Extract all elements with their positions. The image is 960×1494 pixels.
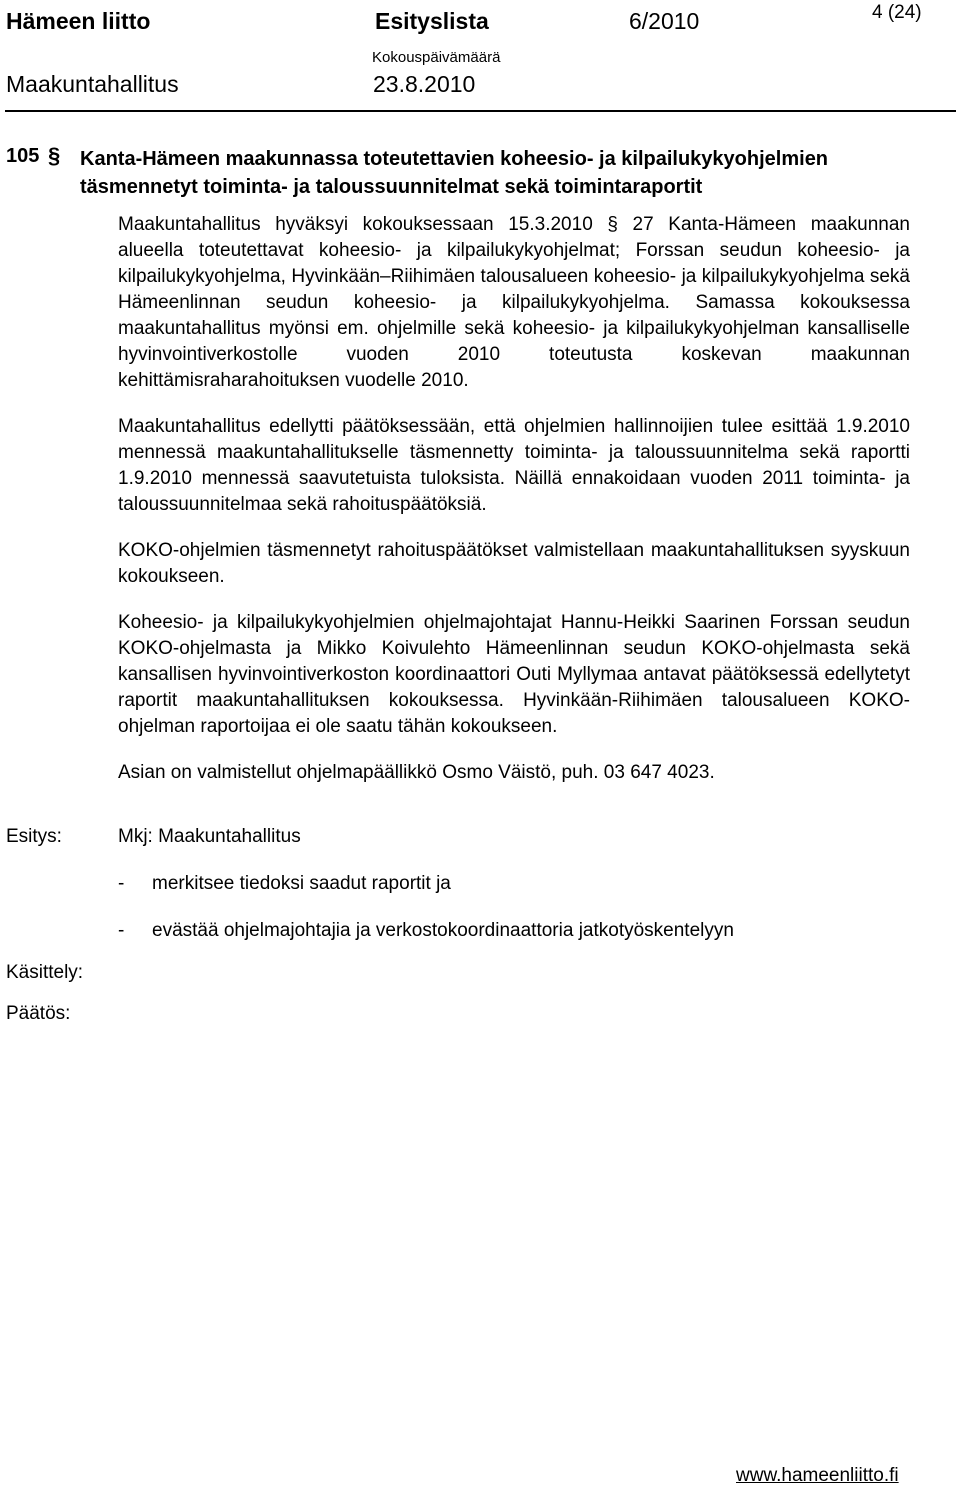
proposal-presenter: Mkj: Maakuntahallitus — [118, 826, 301, 847]
decision-body: Maakuntahallitus — [6, 71, 179, 97]
section-symbol: § — [48, 143, 61, 168]
paragraph-preparer: Asian on valmistellut ohjelmapäällikkö Osmo Väistö, puh. 03 647 4023. — [118, 762, 715, 783]
organization-name: Hämeen liitto — [6, 8, 151, 34]
paragraph-requirement: Maakuntahallitus edellytti päätöksessään, että ohjelmien hallinnoijien tulee esittää 1.9.2010 mennessä maakuntahallitukselle täsmennetty toiminta- ja taloussuunnitelma sekä raportti 1.9.2010 mennessä saavutetuista tuloksista. Näillä ennakoidaan vuoden 2011 toiminta- ja taloussuunnitelmaa sekä rahoituspäätöksiä. — [118, 416, 910, 515]
header-divider — [5, 110, 956, 112]
section-number: 105 — [6, 145, 40, 167]
meeting-date: 23.8.2010 — [373, 71, 476, 97]
page-number: 4 (24) — [872, 2, 922, 23]
paragraph-reporters: Koheesio- ja kilpailukykyohjelmien ohjelmajohtajat Hannu-Heikki Saarinen Forssan seudun KOKO-ohjelmasta ja Mikko Koivulehto Hämeenlinnan seudun KOKO-ohjelmasta sekä kansallisen hyvinvointiverkoston koordinaattori Outi Myllymaa antavat päätöksessä edellytetyt raportit maakuntahallituksen kokouksessa. Hyvinkään-Riihimäen talousalueen KOKO-ohjelman raportoijaa ei ole saatu tähän kokoukseen. — [118, 612, 910, 737]
document-type: Esityslista — [375, 8, 489, 34]
proposal-item-text: merkitsee tiedoksi saadut raportit ja — [152, 873, 451, 894]
bullet-dash: - — [118, 873, 125, 894]
proposal-item-text: evästää ohjelmajohtajia ja verkostokoordinaattoria jatkotyöskentelyyn — [152, 920, 734, 941]
proposal-item — [118, 920, 734, 942]
bullet-dash: - — [118, 920, 125, 941]
section-body — [118, 212, 910, 786]
document-number: 6/2010 — [629, 8, 700, 34]
meeting-date-label: Kokouspäivämäärä — [372, 49, 501, 66]
website-link[interactable]: www.hameenliitto.fi — [736, 1465, 899, 1486]
decision-label: Päätös: — [6, 1003, 71, 1024]
proposal-label: Esitys: — [6, 826, 62, 847]
paragraph-background: Maakuntahallitus hyväksyi kokouksessaan 15.3.2010 § 27 Kanta-Hämeen maakunnan alueella toteutettavat koheesio- ja kilpailukykyohjelmat; Forssan seudun koheesio- ja kilpailukykyohjelma, Hyvinkään–Riihimäen talousalueen koheesio- ja kilpailukykyohjelma sekä Hämeenlinnan seudun koheesio- ja kilpailukykyohjelma. Samassa kokouksessa maakuntahallitus myönsi em. ohjelmille sekä koheesio- ja kilpailukykyohjelman kansalliselle hyvinvointiverkostolle vuoden 2010 toteutusta koskevan maakunnan kehittämisraharahoituksen vuodelle 2010. — [118, 214, 910, 391]
handling-label: Käsittely: — [6, 962, 84, 983]
proposal-item — [118, 873, 451, 895]
section-title: Kanta-Hämeen maakunnassa toteutettavien koheesio- ja kilpailukykyohjelmien täsmennetyt toiminta- ja taloussuunnitelmat sekä toimintaraportit — [80, 148, 829, 198]
paragraph-preparation: KOKO-ohjelmien täsmennetyt rahoituspäätökset valmistellaan maakuntahallituksen syyskuun kokoukseen. — [118, 540, 910, 587]
